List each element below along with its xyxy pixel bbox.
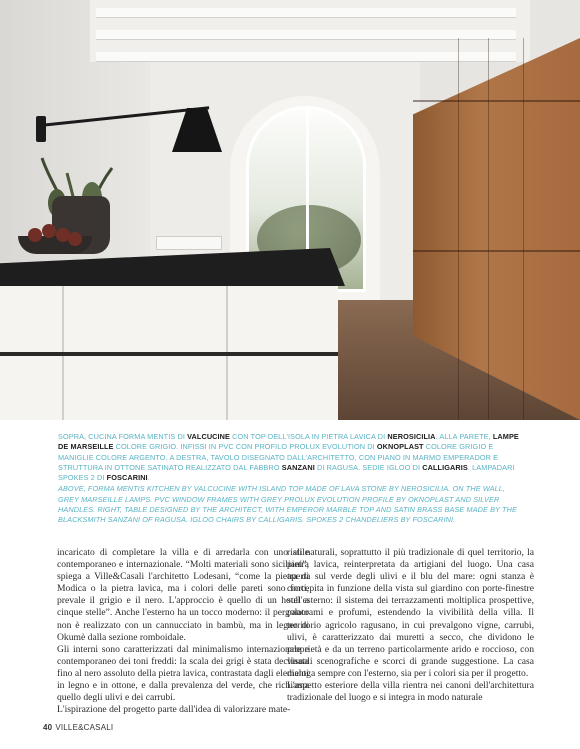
fruit (68, 232, 82, 246)
caption-text: . LAMPADARI SPOKES 2 DI (58, 462, 515, 483)
ceiling-beam (96, 52, 516, 62)
photo-caption (58, 432, 528, 526)
cabinet-joint (413, 100, 580, 102)
page-number: 40 (43, 723, 53, 732)
body-paragraph: L'ispirazione del progetto parte dall'idea di valorizzare mate- (57, 704, 291, 716)
caption-brand: OKNOPLAST (376, 442, 424, 452)
caption-italian (58, 432, 528, 483)
body-column-right (287, 547, 534, 704)
ceiling-beam (96, 30, 516, 40)
caption-text: DI RAGUSA. SEDIE IGLOO DI (314, 462, 423, 472)
body-paragraph: incaricato di completare la villa e di arredarla con uno stile contemporaneo e internazionale. “Molti materiali sono siciliani”, spiega a Ville&Casali l'architetto Lodesani, “come la pietra di Modica o la pietra lavica, ma i colori delle pareti sono forti, prevale il grigio e il nero. L'approccio è quello di un hotel a cinque stelle”. Anche l'esterno ha un tocco moderno: il pergolato non è realizzato con un cannucciato in bambù, ma in legno di Okumè dalla sezione romboidale. (57, 547, 309, 643)
body-column-left (57, 547, 309, 716)
caption-text: CON TOP DELL'ISOLA IN PIETRA LAVICA DI (230, 432, 388, 441)
island-handle-line (0, 352, 338, 356)
wall-lamp-mount (36, 116, 46, 142)
caption-brand: CALLIGARIS (422, 462, 468, 472)
cabinet-joint (413, 250, 580, 252)
cabinet-door-edge (458, 38, 459, 420)
fruit (28, 228, 42, 242)
body-paragraph: Gli interni sono caratterizzati dal minimalismo internazionale e contemporaneo dei toni freddi: la scala dei grigi è stata declinata fino al nero assoluto della pietra lavica, contrastata dagli elementi in legno e in ottone, e dalla prevalenza del verde, che richiama quello degli ulivi e dei carrubi. (57, 643, 310, 704)
caption-text: . (147, 473, 150, 483)
caption-text: . ALLA PARETE, (435, 432, 493, 441)
body-paragraph: riali naturali, soprattutto il più tradizionale di quel territorio, la pietra lavica, reinterpretata da artigiani del luogo. Una casa aperta sul verde degli ulivi e il blu del mare: ogni stanza è concepita in funzione della vista sul giardino con porte-finestre sull'esterno: il sistema dei terrazzamenti moltiplica prospettive, panorami e profumi, estendendo la vivibilità della villa. Il territorio agricolo ragusano, in cui prevalgono vigne, carrubi, ulivi, è caratterizzato dai muretti a secco, che dividono le proprietà e da un terreno particolarmente arido e roccioso, con visuali scenografiche e scorci di grande suggestione. La casa dialoga sempre con l'esterno, sia per i colori sia per il progetto. (287, 547, 534, 679)
caption-brand: VALCUCINE (187, 432, 231, 441)
page-footer (43, 723, 113, 732)
cabinet-door-edge (488, 38, 489, 420)
caption-english: ABOVE, FORMA MENTIS KITCHEN BY VALCUCINE WITH ISLAND TOP MADE OF LAVA STONE BY NEROSICILIA. ON THE WALL, GREY MARSEILLE LAMPS. PVC WINDOW FRAMES WITH GREY PROLUX EVOLUTION PROFILE BY OKNOPLAST AND SILVER HANDLES. RIGHT, TABLE DESIGNED BY THE ARCHITECT, WITH EMPEROR MARBLE TOP AND SATIN BRASS BASE MADE BY THE BLACKSMITH SANZANI OF RAGUSA. IGLOO CHAIRS BY CALLIGARIS. SPOKES 2 CHANDELIERS BY FOSCARINI. (58, 484, 517, 525)
body-paragraph: L'aspetto esteriore della villa rientra nei canoni dell'architettura tradizionale del luogo e si integra in modo naturale (287, 680, 534, 704)
caption-brand: SANZANI (281, 462, 315, 472)
caption-brand: NEROSICILIA (387, 432, 436, 441)
caption-brand: LAMPE DE MARSEILLE (58, 432, 519, 452)
caption-text: COLORE GRIGIO E MANIGLIE COLORE ARGENTO. A DESTRA, TAVOLO DISEGNATO DALL'ARCHITETTO, CON PIANO IN MARMO EMPERADOR E STRUTTURA IN OTTONE SATINATO REALIZZATO DAL FABBRO (58, 442, 499, 472)
radiator (156, 236, 222, 250)
caption-brand: FOSCARINI (106, 473, 148, 483)
ceiling-beam (96, 8, 516, 18)
fruit (42, 224, 56, 238)
magazine-name: VILLE&CASALI (55, 723, 114, 732)
caption-text: SOPRA, CUCINA FORMA MENTIS DI (58, 432, 188, 441)
cabinet-door-edge (523, 38, 524, 420)
caption-text: COLORE GRIGIO. INFISSI IN PVC CON PROFILO PROLUX EVOLUTION DI (113, 442, 377, 452)
